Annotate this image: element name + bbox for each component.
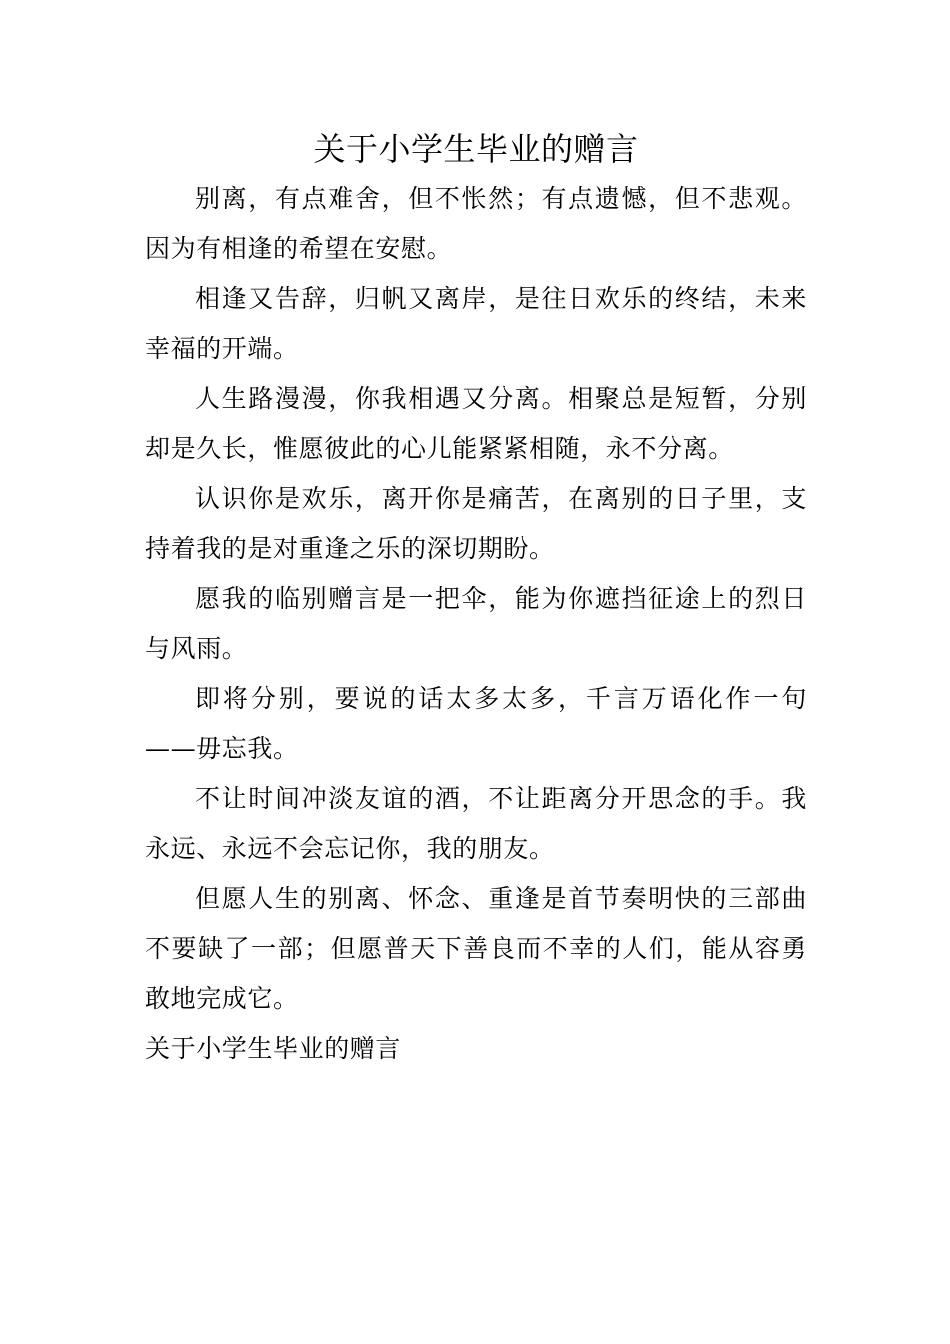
paragraph-4: 认识你是欢乐，离开你是痛苦，在离别的日子里，支持着我的是对重逢之乐的深切期盼。 [145, 484, 807, 563]
paragraph-8: 但愿人生的别离、怀念、重逢是首节奏明快的三部曲不要缺了一部；但愿普天下善良而不幸的人们，能从容勇敢地完成它。 [145, 884, 807, 1013]
paragraph-2: 相逢又告辞，归帆又离岸，是往日欢乐的终结，未来幸福的开端。 [145, 284, 807, 363]
paragraph-3: 人生路漫漫，你我相遇又分离。相聚总是短暂，分别却是久长，惟愿彼此的心儿能紧紧相随，永不分离。 [145, 384, 807, 463]
paragraph-6: 即将分别，要说的话太多太多，千言万语化作一句——毋忘我。 [145, 684, 807, 763]
paragraph-5: 愿我的临别赠言是一把伞，能为你遮挡征途上的烈日与风雨。 [145, 584, 807, 663]
document-footer: 关于小学生毕业的赠言 [145, 1034, 402, 1063]
paragraph-1: 别离，有点难舍，但不怅然；有点遗憾，但不悲观。因为有相逢的希望在安慰。 [145, 184, 807, 263]
paragraph-7: 不让时间冲淡友谊的酒，不让距离分开思念的手。我永远、永远不会忘记你，我的朋友。 [145, 784, 807, 863]
page-title: 关于小学生毕业的赠言 [313, 130, 639, 168]
document-body [145, 124, 807, 1074]
